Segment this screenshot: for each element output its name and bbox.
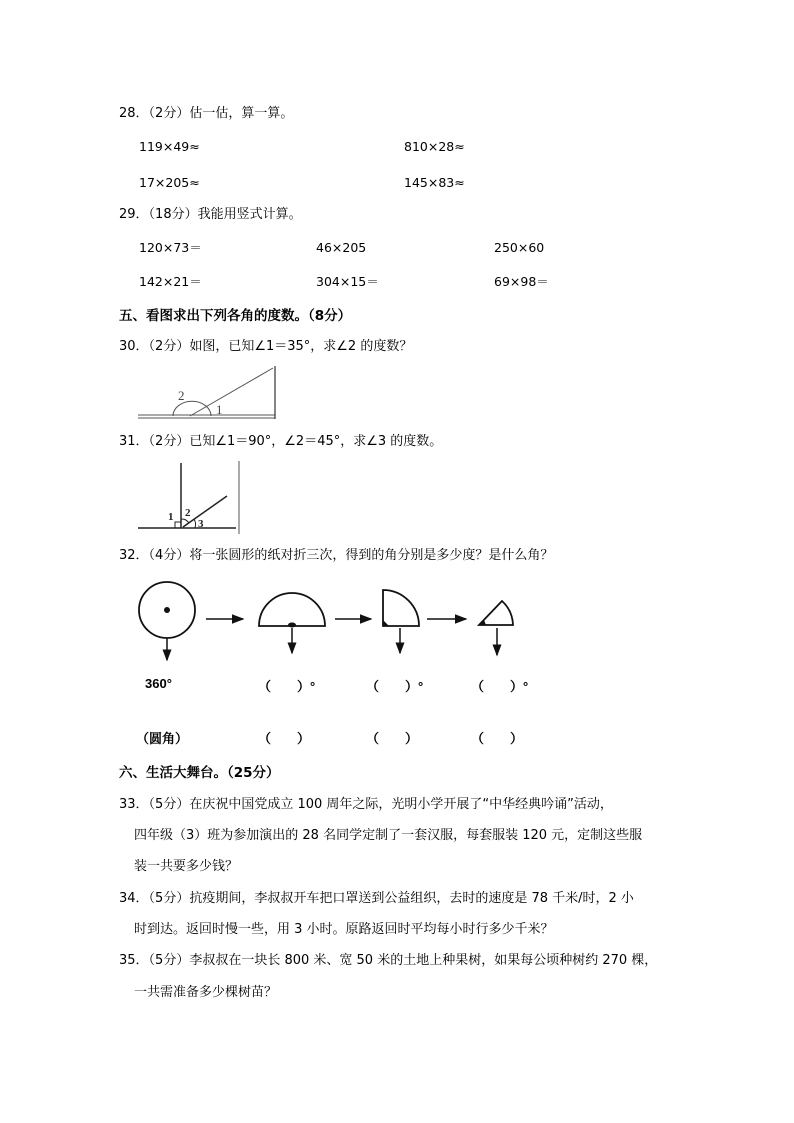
q32-name-blank-1: （ ） xyxy=(258,731,311,746)
q31-label-3: 3 xyxy=(198,518,204,530)
q30-title: 30．（2分）如图，已知∠1＝35°，求∠2 的度数？ xyxy=(119,339,413,354)
q31-label-1: 1 xyxy=(168,511,174,523)
semicircle-icon xyxy=(259,593,325,628)
eighth-circle-icon xyxy=(479,601,513,625)
q34-line-1: 34．（5分）抗疫期间，李叔叔开车把口罩送到公益组织，去时的速度是 78 千米/时，2 小 xyxy=(119,891,634,906)
q29-title: 29．（18分）我能用竖式计算。 xyxy=(119,207,302,222)
full-circle-icon xyxy=(139,582,195,638)
q32-name-round-angle: （圆角） xyxy=(136,731,189,746)
q30-label-1: 1 xyxy=(216,402,223,417)
q32-name-blank-2: （ ） xyxy=(366,731,419,746)
q31-angle-figure xyxy=(138,461,243,536)
q31-label-2: 2 xyxy=(185,507,191,519)
q29-item-3: 250×60 xyxy=(494,240,545,255)
q32-degree-blank-3: （ ）° xyxy=(471,679,529,694)
q33-line-2: 四年级（3）班为参加演出的 28 名同学定制了一套汉服，每套服装 120 元，定制这些服 xyxy=(134,828,643,843)
q28-title: 28．（2分）估一估，算一算。 xyxy=(119,106,294,121)
q32-folding-figure xyxy=(130,578,530,663)
q32-degree-blank-2: （ ）° xyxy=(366,679,424,694)
q35-line-2: 一共需准备多少棵树苗？ xyxy=(134,985,278,1000)
q32-degree-360: 360° xyxy=(145,676,172,691)
quarter-circle-icon xyxy=(383,590,419,626)
q29-item-5: 304×15＝ xyxy=(316,274,379,289)
q32-degree-blank-1: （ ）° xyxy=(258,679,316,694)
q29-item-4: 142×21＝ xyxy=(139,274,202,289)
q33-line-3: 装一共要多少钱？ xyxy=(134,859,239,874)
q31-title: 31．（2分）已知∠1＝90°，∠2＝45°，求∠3 的度数。 xyxy=(119,434,443,449)
q32-name-blank-3: （ ） xyxy=(471,731,524,746)
q28-item-2: 810×28≈ xyxy=(404,139,465,154)
q33-line-1: 33．（5分）在庆祝中国党成立 100 周年之际，光明小学开展了“中华经典吟诵”活动， xyxy=(119,797,613,812)
q32-title: 32．（4分）将一张圆形的纸对折三次，得到的角分别是多少度？是什么角？ xyxy=(119,548,554,563)
q28-item-4: 145×83≈ xyxy=(404,175,465,190)
q29-item-1: 120×73＝ xyxy=(139,240,202,255)
q30-label-2: 2 xyxy=(178,388,185,403)
q34-line-2: 时到达。返回时慢一些，用 3 小时。原路返回时平均每小时行多少千米？ xyxy=(134,922,554,937)
section-5-heading: 五、看图求出下列各角的度数。（8分） xyxy=(119,308,352,324)
q29-item-6: 69×98＝ xyxy=(494,274,549,289)
q35-line-1: 35．（5分）李叔叔在一块长 800 米、宽 50 米的土地上种果树，如果每公顷种树约 270 棵， xyxy=(119,953,658,968)
q28-item-3: 17×205≈ xyxy=(139,175,200,190)
q29-item-2: 46×205 xyxy=(316,240,367,255)
q30-angle-figure xyxy=(138,366,278,422)
q28-item-1: 119×49≈ xyxy=(139,139,200,154)
section-6-heading: 六、生活大舞台。（25分） xyxy=(119,765,280,781)
